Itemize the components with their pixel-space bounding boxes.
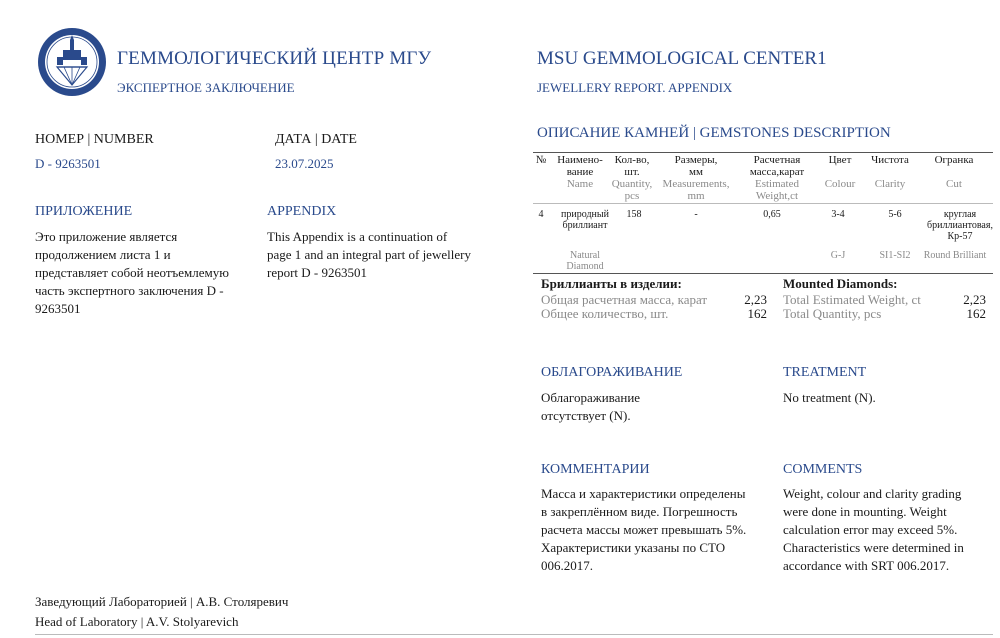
row-size: - bbox=[694, 209, 698, 220]
org-title-en: MSU GEMMOLOGICAL CENTER1 bbox=[537, 48, 827, 69]
col-header-qty: Кол-во, шт. bbox=[614, 154, 650, 178]
col-header-weight: Расчетная масса,карат bbox=[749, 154, 805, 178]
gems-title: ОПИСАНИЕ КАМНЕЙ | GEMSTONES DESCRIPTION bbox=[537, 125, 891, 141]
msu-logo-icon bbox=[37, 27, 107, 97]
org-title-ru: ГЕММОЛОГИЧЕСКИЙ ЦЕНТР МГУ bbox=[117, 48, 432, 69]
treatment-text-ru: Облагораживание отсутствует (N). bbox=[541, 390, 641, 423]
summary-qty-label-ru: Общее количество, шт. bbox=[541, 306, 669, 321]
appendix-text-ru: Это приложение является продолжением листа 1 и представляет собой неотъемлемую часть экспертного заключения D - 9263501 bbox=[35, 229, 229, 316]
col-header-size-en: Measurements, mm bbox=[662, 178, 730, 202]
treatment-title-en: TREATMENT bbox=[783, 365, 867, 380]
date-label: ДАТА | DATE bbox=[275, 132, 357, 147]
appendix-text-en: This Appendix is a continuation of page 1 and an integral part of jewellery report D - 9263501 bbox=[267, 229, 471, 280]
row-qty: 158 bbox=[626, 209, 642, 220]
report-subtitle-ru: ЭКСПЕРТНОЕ ЗАКЛЮЧЕНИЕ bbox=[117, 80, 295, 95]
number-value: D - 9263501 bbox=[35, 156, 101, 171]
col-header-clarity-en: Clarity bbox=[874, 178, 906, 190]
summary-qty-label-en: Total Quantity, pcs bbox=[783, 306, 882, 321]
summary-weight-ru: 2,23 bbox=[744, 292, 767, 307]
row-color: 3-4 bbox=[831, 209, 845, 220]
row-cut-ru: круглая бриллиантовая, Кр-57 bbox=[927, 209, 993, 242]
comments-text-ru: Масса и характеристики определены в закреплённом виде. Погрешность расчета массы может превышать 5%. Характеристики указаны по СТО 006.2017. bbox=[541, 486, 747, 573]
row-no: 4 bbox=[538, 209, 544, 220]
summary-weight-label-en: Total Estimated Weight, ct bbox=[783, 292, 921, 307]
appendix-title-en: APPENDIX bbox=[267, 204, 337, 219]
col-header-size: Размеры, мм bbox=[674, 154, 718, 178]
signature-en: Head of Laboratory | A.V. Stolyarevich bbox=[35, 614, 239, 629]
col-header-no: № bbox=[535, 154, 547, 166]
row-clarity: 5-6 bbox=[888, 209, 902, 220]
col-header-cut-en: Cut bbox=[946, 178, 962, 190]
col-header-weight-en: Estimated Weight,ct bbox=[755, 178, 799, 202]
date-value: 23.07.2025 bbox=[275, 156, 334, 171]
treatment-title-ru: ОБЛАГОРАЖИВАНИЕ bbox=[541, 365, 683, 380]
col-header-name: Наимено- вание bbox=[557, 154, 603, 178]
summary-qty-ru: 162 bbox=[747, 306, 767, 321]
treatment-text-en: No treatment (N). bbox=[783, 390, 876, 405]
summary-weight-label-ru: Общая расчетная масса, карат bbox=[541, 292, 708, 307]
comments-text-en: Weight, colour and clarity grading were done in mounting. Weight calculation error may exceed 5%. Characteristics were determined in accordance with SRT 006.2017. bbox=[783, 486, 964, 573]
row-name-ru: природный бриллиант bbox=[561, 209, 609, 231]
summary-qty-en: 162 bbox=[966, 306, 986, 321]
comments-title-ru: КОММЕНТАРИИ bbox=[541, 462, 650, 477]
summary-title-ru: Бриллианты в изделии: bbox=[541, 276, 682, 291]
col-header-color-en: Colour bbox=[824, 178, 856, 190]
summary-weight-en: 2,23 bbox=[963, 292, 986, 307]
summary-title-en: Mounted Diamonds: bbox=[783, 276, 898, 291]
comments-title-en: COMMENTS bbox=[783, 462, 863, 477]
col-header-color: Цвет bbox=[828, 154, 852, 166]
col-header-qty-en: Quantity, pcs bbox=[611, 178, 653, 202]
number-label: НОМЕР | NUMBER bbox=[35, 132, 154, 147]
row-cut-en: Round Brilliant bbox=[923, 250, 987, 261]
col-header-cut: Огранка bbox=[934, 154, 974, 166]
appendix-title-ru: ПРИЛОЖЕНИЕ bbox=[35, 204, 133, 219]
row-weight: 0,65 bbox=[763, 209, 781, 220]
row-color-en: G-J bbox=[830, 250, 846, 261]
row-name-en: Natural Diamond bbox=[566, 250, 604, 272]
report-subtitle-en: JEWELLERY REPORT. APPENDIX bbox=[537, 80, 733, 95]
col-header-clarity: Чистота bbox=[871, 154, 909, 166]
row-clarity-en: SI1-SI2 bbox=[879, 250, 911, 261]
col-header-name-en: Name bbox=[566, 178, 594, 190]
signature-ru: Заведующий Лабораторией | А.В. Столяревич bbox=[35, 594, 289, 609]
